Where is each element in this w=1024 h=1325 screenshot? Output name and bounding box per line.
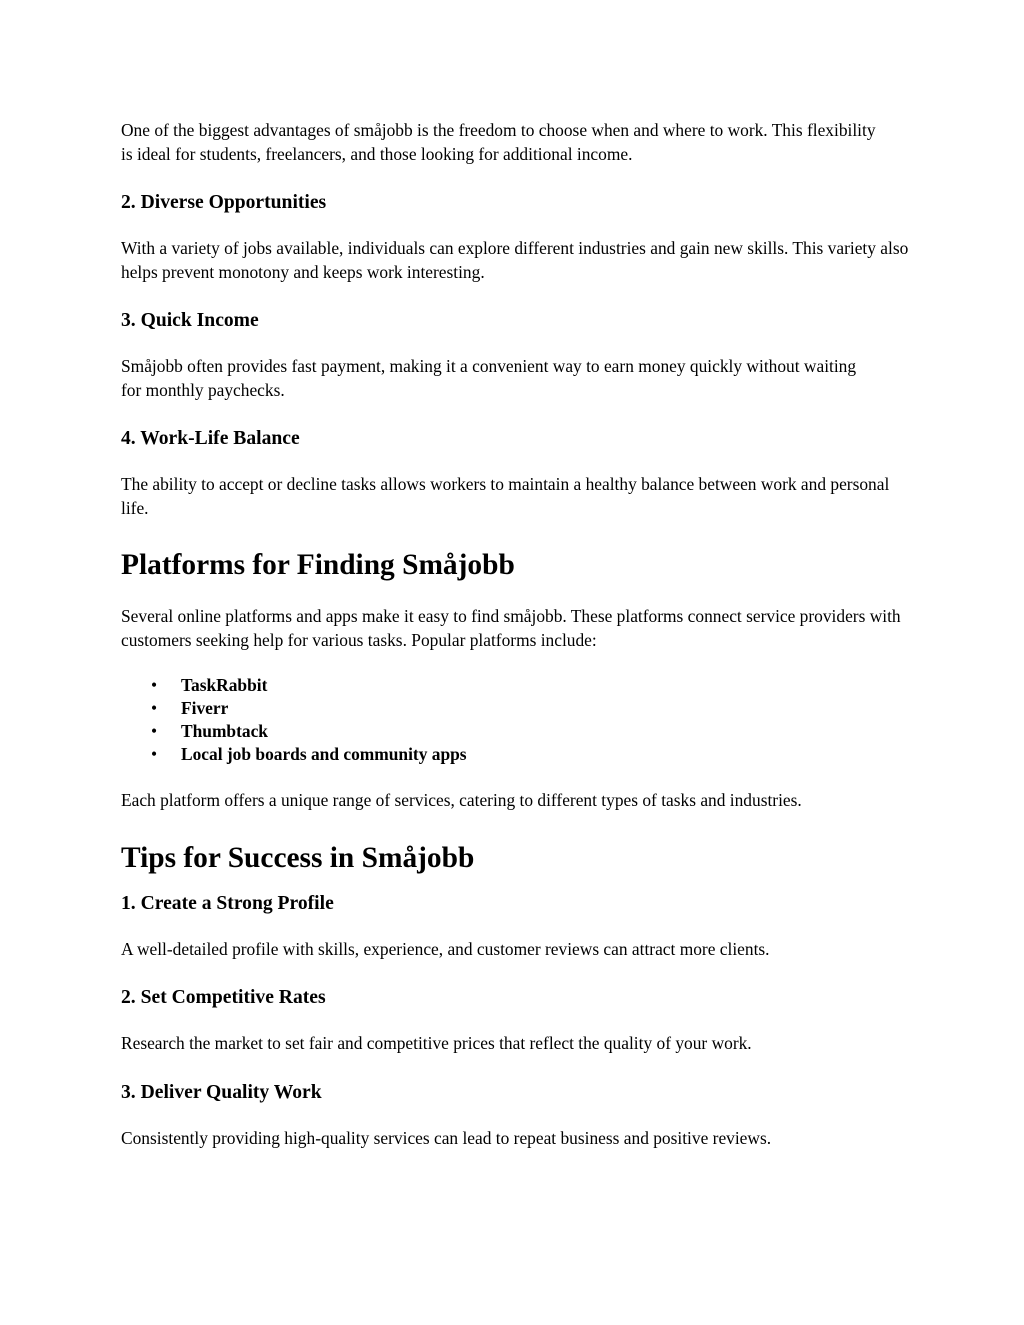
- bullet-icon: •: [151, 698, 158, 718]
- tip-paragraph-strong-profile: A well-detailed profile with skills, experience, and customer reviews can attract more clients.: [121, 938, 770, 959]
- platform-name: TaskRabbit: [181, 675, 268, 695]
- platforms-outro-paragraph: Each platform offers a unique range of services, catering to different types of tasks and industries.: [121, 790, 802, 810]
- platforms-intro-paragraph: Several online platforms and apps make it easy to find småjobb. These platforms connect service providers with customers seeking help for various tasks. Popular platforms include:: [121, 606, 901, 650]
- bullet-icon: •: [151, 744, 158, 764]
- platforms-section-heading: Platforms for Finding Småjobb: [121, 549, 515, 581]
- tip-heading-strong-profile: 1. Create a Strong Profile: [121, 892, 334, 914]
- tip-paragraph-quality-work: Consistently providing high-quality services can lead to repeat business and positive reviews.: [121, 1127, 772, 1148]
- tip-paragraph-competitive-rates: Research the market to set fair and competitive prices that reflect the quality of your work.: [121, 1033, 752, 1053]
- platform-name: Thumbtack: [181, 721, 268, 741]
- document-body: [121, 119, 921, 1150]
- benefit-heading-quick-income: 3. Quick Income: [121, 310, 259, 331]
- tips-section-heading: Tips for Success in Småjobb: [121, 841, 475, 874]
- list-item: [121, 720, 921, 743]
- benefit-paragraph-work-life-balance: The ability to accept or decline tasks allows workers to maintain a healthy balance between work and personal life.: [121, 474, 890, 518]
- bullet-icon: •: [151, 675, 158, 695]
- intro-paragraph: One of the biggest advantages of småjobb is the freedom to choose when and where to work. This flexibility is ideal for students, freelancers, and those looking for additional income.: [121, 120, 876, 164]
- platform-name: Fiverr: [181, 698, 229, 718]
- platform-name: Local job boards and community apps: [181, 744, 467, 764]
- tip-heading-competitive-rates: 2. Set Competitive Rates: [121, 987, 326, 1008]
- benefit-paragraph-diverse-opportunities: With a variety of jobs available, individuals can explore different industries and gain new skills. This variety also helps prevent monotony and keeps work interesting.: [121, 238, 909, 282]
- benefit-paragraph-quick-income: Småjobb often provides fast payment, making it a convenient way to earn money quickly without waiting for monthly paychecks.: [121, 356, 857, 400]
- list-item: [121, 674, 921, 697]
- benefit-heading-diverse-opportunities: 2. Diverse Opportunities: [121, 192, 327, 213]
- list-item: [121, 743, 921, 766]
- list-item: [121, 697, 921, 720]
- bullet-icon: •: [151, 721, 158, 741]
- tip-heading-quality-work: 3. Deliver Quality Work: [121, 1081, 322, 1103]
- platforms-list: [121, 674, 921, 766]
- benefit-heading-work-life-balance: 4. Work-Life Balance: [121, 428, 300, 449]
